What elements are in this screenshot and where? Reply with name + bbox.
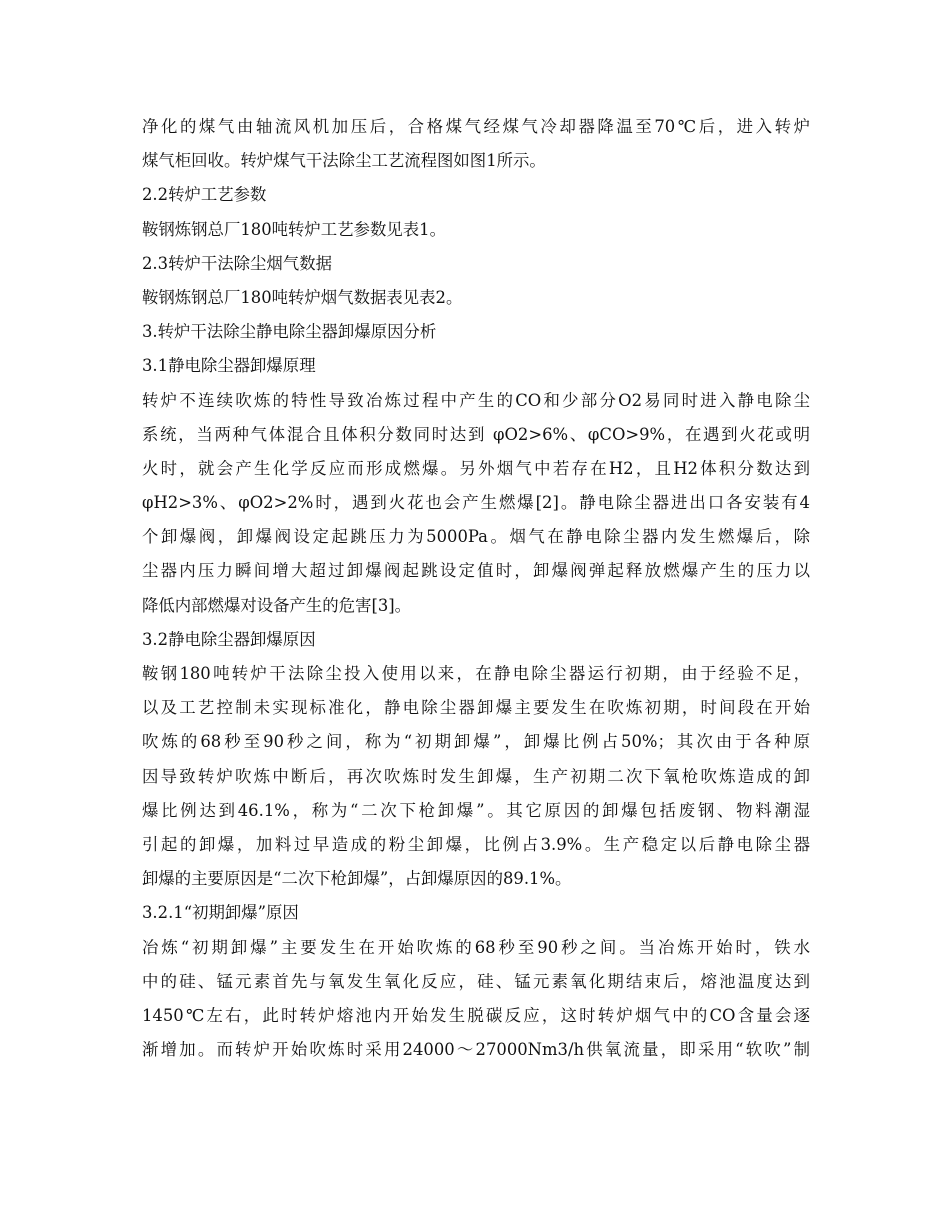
- text-line: 个卸爆阀，卸爆阀设定起跳压力为5000Pa。烟气在静电除尘器内发生燃爆后，除: [142, 527, 810, 547]
- section-heading: 3.2.1“初期卸爆”原因: [142, 903, 299, 923]
- text-line: 火时，就会产生化学反应而形成燃爆。另外烟气中若存在H2，且H2体积分数达到: [142, 458, 810, 478]
- text-line: 以及工艺控制未实现标准化，静电除尘器卸爆主要发生在吹炼初期，时间段在开始: [142, 698, 810, 718]
- text-line: 中的硅、锰元素首先与氧发生氧化反应，硅、锰元素氧化期结束后，熔池温度达到: [142, 971, 810, 991]
- text-line: 鞍钢炼钢总厂180吨转炉烟气数据表见表2。: [142, 287, 463, 307]
- text-line: 1450℃左右，此时转炉熔池内开始发生脱碳反应，这时转炉烟气中的CO含量会逐: [142, 1005, 810, 1025]
- text-line: 煤气柜回收。转炉煤气干法除尘工艺流程图如图1所示。: [142, 151, 546, 171]
- text-line: 降低内部燃爆对设备产生的危害[3]。: [142, 595, 412, 615]
- text-line: 鞍钢炼钢总厂180吨转炉工艺参数见表1。: [142, 219, 446, 239]
- text-line: 冶炼“初期卸爆”主要发生在开始吹炼的68秒至90秒之间。当冶炼开始时，铁水: [142, 937, 810, 957]
- text-line: 渐增加。而转炉开始吹炼时采用24000～27000Nm3/h供氧流量，即采用“软吹”制: [142, 1040, 810, 1060]
- text-line: 吹炼的68秒至90秒之间，称为“初期卸爆”，卸爆比例占50%；其次由于各种原: [142, 732, 810, 752]
- text-line: 引起的卸爆，加料过早造成的粉尘卸爆，比例占3.9%。生产稳定以后静电除尘器: [142, 834, 810, 854]
- text-line: 尘器内压力瞬间增大超过卸爆阀起跳设定值时，卸爆阀弹起释放燃爆产生的压力以: [142, 561, 810, 581]
- section-heading: 2.3转炉干法除尘烟气数据: [142, 253, 332, 273]
- text-line: φH2>3%、φO2>2%时，遇到火花也会产生燃爆[2]。静电除尘器进出口各安装有4: [142, 493, 810, 513]
- section-heading: 3.2静电除尘器卸爆原因: [142, 629, 316, 649]
- section-heading: 3.转炉干法除尘静电除尘器卸爆原因分析: [142, 322, 437, 342]
- text-line: 卸爆的主要原因是“二次下枪卸爆”，占卸爆原因的89.1%。: [142, 869, 572, 889]
- text-line: 鞍钢180吨转炉干法除尘投入使用以来，在静电除尘器运行初期，由于经验不足，: [142, 664, 810, 683]
- text-line: 系统，当两种气体混合且体积分数同时达到 φO2>6%、φCO>9%，在遇到火花或明: [142, 424, 810, 444]
- section-heading: 2.2转炉工艺参数: [142, 185, 267, 205]
- text-line: 转炉不连续吹炼的特性导致冶炼过程中产生的CO和少部分O2易同时进入静电除尘: [142, 390, 810, 410]
- text-line: 爆比例达到46.1%，称为“二次下枪卸爆”。其它原因的卸爆包括废钢、物料潮湿: [142, 800, 810, 820]
- document-page: [142, 110, 810, 1067]
- text-line: 净化的煤气由轴流风机加压后，合格煤气经煤气冷却器降温至70℃后，进入转炉: [142, 117, 810, 136]
- section-heading: 3.1静电除尘器卸爆原理: [142, 356, 316, 376]
- text-line: 因导致转炉吹炼中断后，再次吹炼时发生卸爆，生产初期二次下氧枪吹炼造成的卸: [142, 766, 810, 786]
